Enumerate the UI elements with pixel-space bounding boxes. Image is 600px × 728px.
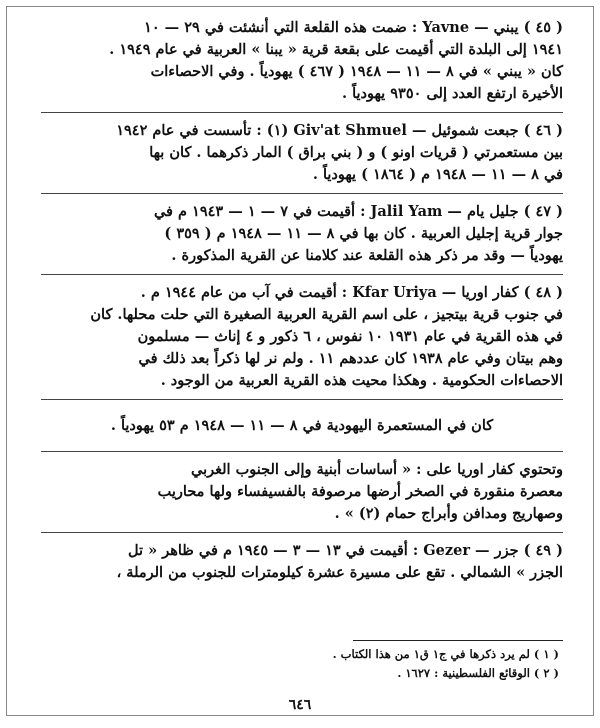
entry-48-continued [41, 459, 563, 525]
separator [41, 193, 563, 194]
entry-46-line-1: ( ٤٦ ) جبعت شموئيل — Giv'at Shmuel (١) : تأسست في عام ١٩٤٢ [116, 122, 563, 139]
entry-45-line-4: الأخيرة ارتفع العدد إلى ٩٣٥٠ يهودياً . [341, 85, 563, 102]
entry-49-line-1: ( ٤٩ ) جزر — Gezer : أقيمت في ١٣ — ٣ — ١٩٤٥ م في ظاهر « تل [128, 542, 563, 559]
entry-49 [41, 540, 563, 584]
footnote-rule [353, 640, 563, 641]
document-page [6, 6, 594, 716]
footnotes [199, 645, 559, 683]
entry-47 [41, 201, 563, 267]
entry-47-line-1: ( ٤٧ ) جليل يام — Jalil Yam : أقيمت في ٧ — ١ — ١٩٤٣ م في [153, 203, 563, 220]
entry-46-line-3: في ٨ — ١١ — ١٩٤٨ م ( ١٨٦٤ ) يهودياً . [312, 166, 563, 183]
entry-48-line-5: الاحصاءات الحكومية . وهكذا محيت هذه القرية العربية من الوجود . [160, 372, 563, 389]
entry-48-line-3: في هذه القرية في عام ١٩٣١ ١٠ نفوس ، ٦ ذكور و ٤ إناث — مسلمون [137, 328, 563, 345]
entry-49-line-2: الجزر » الشمالي . تقع على مسيرة عشرة كيلومترات للجنوب من الرملة ، [116, 564, 563, 581]
entry-48-line-2: في جنوب قرية بيتجيز ، على اسم القرية العربية الصغيرة التي حلت محلها. كان [90, 306, 563, 323]
separator [41, 451, 563, 452]
body-text [41, 17, 563, 584]
entry-45-line-1: ( ٤٥ ) يبني — Yavne : ضمت هذه القلعة التي أنشئت في ٢٩ — ١٠ [144, 19, 563, 36]
entry-48-line-4: وهم بيتان وفي عام ١٩٣٨ كان عددهم ١١ . ولم نر لها ذكراً بعد ذلك في [138, 350, 563, 367]
page-number: ٦٤٦ [288, 697, 312, 713]
entry-48-cont-line-3: وصهاريج ومدافن وأبراج حمام (٢) » . [334, 505, 563, 522]
entry-47-line-3: يهودياً — وقد مر ذكر هذه القلعة عند كلامنا عن القرية المذكورة . [171, 247, 563, 264]
entry-48-cont-line-2: معصرة منقورة في الصخر أرضها مرصوفة بالفسيفساء ولها محاريب [157, 483, 563, 500]
entry-45-line-3: كان « يبني » في ٨ — ١١ — ١٩٤٨ ( ٤٦٧ ) يهودياً . وفي الاحصاءات [150, 63, 563, 80]
separator [41, 532, 563, 533]
entry-48-population-line: كان في المستعمرة اليهودية في ٨ — ١١ — ١٩٤٨ م ٥٣ يهودياً . [110, 416, 494, 434]
footnote-1: ( ١ ) لم يرد ذكرها في ج١ ق١ من هذا الكتاب . [332, 647, 559, 661]
entry-45-line-2: ١٩٤١ إلى البلدة التي أقيمت على بقعة قرية « يبنا » العربية في عام ١٩٤٩ . [109, 41, 563, 58]
entry-48 [41, 282, 563, 392]
entry-46 [41, 120, 563, 186]
separator [41, 112, 563, 113]
entry-46-line-2: بين مستعمرتي ( قريات اونو ) و ( بني براق ) المار ذكرهما . كان بها [149, 144, 563, 161]
footnote-2: ( ٢ ) الوقائع الفلسطينية : ١٦٢٧ . [397, 666, 559, 680]
entry-45 [41, 17, 563, 105]
separator [41, 274, 563, 275]
separator [41, 399, 563, 400]
entry-48-line-1: ( ٤٨ ) كفار اوريا — Kfar Uriya : أقيمت في آب من عام ١٩٤٤ م . [140, 284, 563, 301]
entry-48-cont-line-1: وتحتوي كفار اوريا على : « أساسات أبنية وإلى الجنوب الغربي [190, 461, 563, 478]
entry-47-line-2: جوار قرية إجليل العربية . كان بها في ٨ — ١١ — ١٩٤٨ م ( ٣٥٩ ) [164, 225, 563, 242]
